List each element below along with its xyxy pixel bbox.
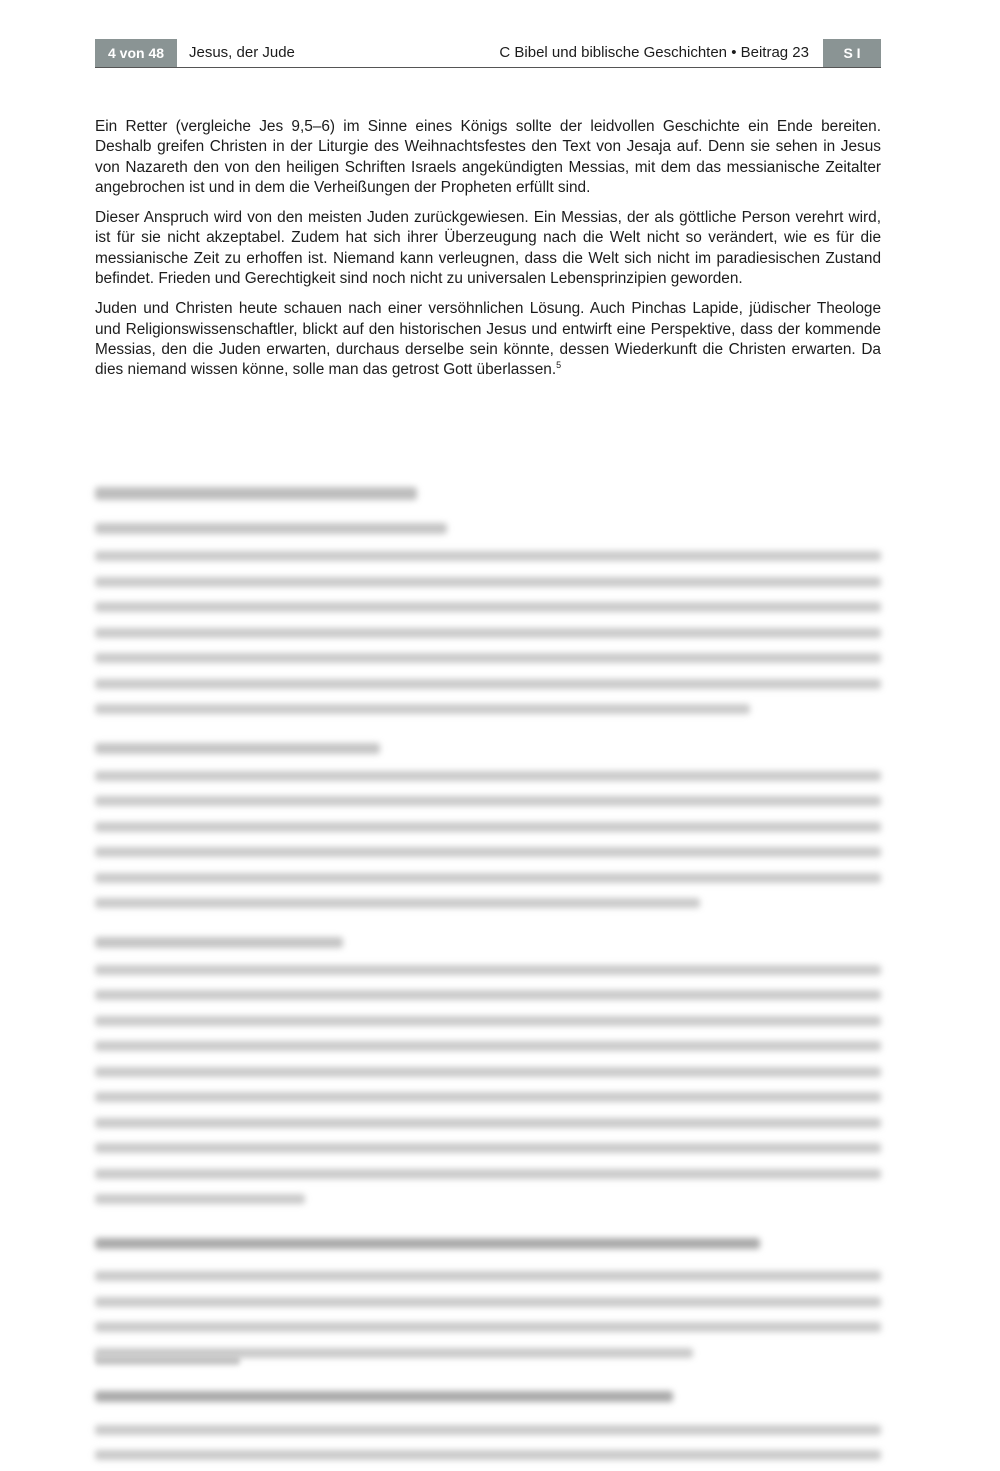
paragraph-retter: Ein Retter (vergleiche Jes 9,5–6) im Sinne eines Königs sollte der leidvollen Geschichte ein Ende bereiten. Deshalb greifen Christen in der Liturgie des Weihnachtsfestes den Text von Jesaja auf. Denn sie sehen in Jesus von Nazareth den von den heiligen Schriften Israels angekündigten Messias, mit dem das messianische Zeitalter angebrochen ist und in dem die Verheißungen der Propheten erfüllt sind. [95, 118, 881, 196]
level-badge: S I [823, 39, 881, 67]
blurred-line [95, 1041, 881, 1062]
blurred-heading [95, 487, 881, 509]
page-number-badge: 4 von 48 [95, 39, 177, 67]
blurred-line [95, 898, 881, 919]
paragraph-anspruch: Dieser Anspruch wird von den meisten Juden zurückgewiesen. Ein Messias, der als göttliche Person verehrt wird, ist für sie nicht akzeptabel. Zudem hat sich ihrer Überzeugung nach die Welt nicht so verändert, wie es für die messianische Zeit zu erhoffen ist. Niemand kann verleugnen, dass die Welt sich nicht im paradiesischen Zustand befindet. Frieden und Gerechtigkeit sind noch nicht zu universalen Lebensprinzipien geworden. [95, 209, 881, 288]
footnote-marker: 5 [556, 360, 562, 371]
blurred-line [95, 1425, 881, 1446]
blurred-line [95, 847, 881, 868]
blurred-bold-line [95, 1391, 881, 1412]
paragraph-loesung-text: Juden und Christen heute schauen nach einer versöhnlichen Lösung. Auch Pinchas Lapide, jüdischer Theologe und Religionswissenschaftler, blickt auf den historischen Jesus und entwirft eine Perspektive, dass der kommende Messias, den die Juden erwarten, durchaus derselbe sein könnte, dessen Wiederkunft die Christen erwarten. Da dies niemand wissen könne, solle man das getrost Gott überlassen. [95, 300, 881, 379]
blurred-line [95, 796, 881, 817]
blurred-line [95, 577, 881, 598]
blurred-line [95, 1067, 881, 1088]
main-text [95, 117, 881, 391]
blurred-line [95, 873, 881, 894]
blurred-line [95, 990, 881, 1011]
blurred-line [95, 965, 881, 986]
blurred-line [95, 679, 881, 700]
blurred-line [95, 1118, 881, 1139]
blurred-footer [95, 1355, 245, 1369]
blurred-line [95, 1450, 881, 1471]
blurred-line [95, 1092, 881, 1113]
blurred-bold-line [95, 1238, 881, 1259]
blurred-line [95, 602, 881, 623]
blurred-preview-section [95, 482, 881, 1471]
blurred-subheading [95, 937, 881, 955]
blurred-subheading [95, 523, 881, 541]
blurred-line [95, 822, 881, 843]
document-title: Jesus, der Jude [189, 44, 295, 61]
blurred-line [95, 1143, 881, 1164]
blurred-line [95, 653, 881, 674]
page-header [95, 39, 881, 68]
paragraph-loesung [95, 299, 881, 380]
blurred-line [95, 1194, 881, 1215]
blurred-line [95, 1322, 881, 1343]
series-label: C Bibel und biblische Geschichten • Beitrag 23 [499, 44, 809, 61]
blurred-line [95, 628, 881, 649]
blurred-subheading [95, 743, 881, 761]
blurred-line [95, 771, 881, 792]
blurred-line [95, 1271, 881, 1292]
blurred-line [95, 1297, 881, 1318]
blurred-line [95, 1016, 881, 1037]
blurred-line [95, 1169, 881, 1190]
blurred-line [95, 704, 881, 725]
blurred-line [95, 551, 881, 572]
